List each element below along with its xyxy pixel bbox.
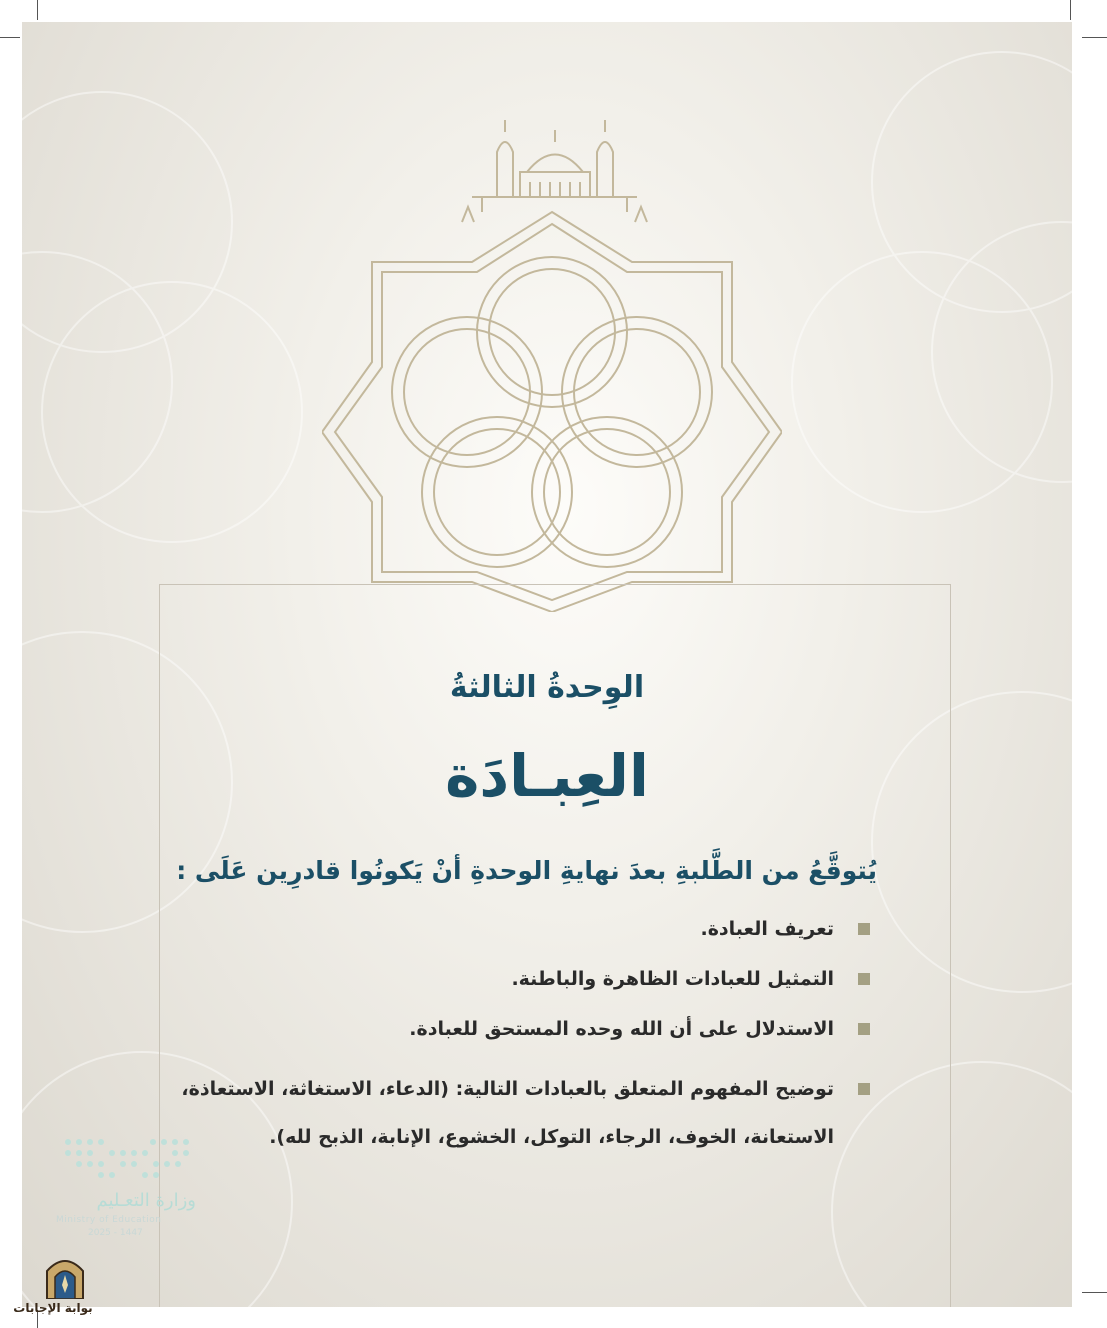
- unit-subject-heading: العِبـادَة: [445, 742, 649, 810]
- bullet-square-icon: [858, 1083, 870, 1095]
- portal-arch-icon: [45, 1255, 85, 1299]
- objective-item: [170, 965, 870, 993]
- crop-mark-top-right-v: [1070, 0, 1071, 20]
- objective-item: [170, 915, 870, 943]
- objective-text: الاستدلال على أن الله وحده المستحق للعبادة.: [409, 1018, 834, 1040]
- portal-label: بوابة الإجابات: [13, 1301, 93, 1315]
- bullet-square-icon: [858, 973, 870, 985]
- ministry-year: 2025 - 1447: [88, 1228, 143, 1238]
- book-page: [22, 22, 1072, 1307]
- crop-mark-top-right-h: [1082, 37, 1107, 38]
- objectives-intro: يُتوقَّعُ من الطَّلبةِ بعدَ نهايةِ الوحدةِ أنْ يَكونُوا قادرِين عَلَى :: [176, 856, 877, 885]
- objective-text: التمثيل للعبادات الظاهرة والباطنة.: [511, 968, 834, 990]
- objective-text: توضيح المفهوم المتعلق بالعبادات التالية: (الدعاء، الاستغاثة، الاستعاذة، الاستعانة، الخوف، الرجاء، التوكل، الخشوع، الإنابة، الذبح لله).: [181, 1078, 834, 1148]
- crop-mark-top-left-v: [37, 0, 38, 20]
- objective-text: تعريف العبادة.: [700, 918, 834, 940]
- objectives-list: [170, 915, 870, 1180]
- bullet-square-icon: [858, 923, 870, 935]
- mosque-star-emblem: [322, 92, 782, 612]
- ministry-dots-icon: [63, 1136, 198, 1186]
- crop-mark-top-left-h: [0, 37, 20, 38]
- crop-mark-bottom-right-h: [1082, 1292, 1107, 1293]
- ministry-name-arabic: وزارة التعـليم: [96, 1190, 196, 1211]
- objective-item: [170, 1015, 870, 1043]
- bullet-square-icon: [858, 1023, 870, 1035]
- objective-item: [170, 1065, 870, 1161]
- answers-portal-badge[interactable]: [0, 1255, 110, 1328]
- ministry-name-english: Ministry of Education: [56, 1215, 162, 1225]
- unit-title: الوِحدةُ الثالثةُ: [449, 670, 645, 705]
- ministry-of-education-logo: [38, 1128, 198, 1248]
